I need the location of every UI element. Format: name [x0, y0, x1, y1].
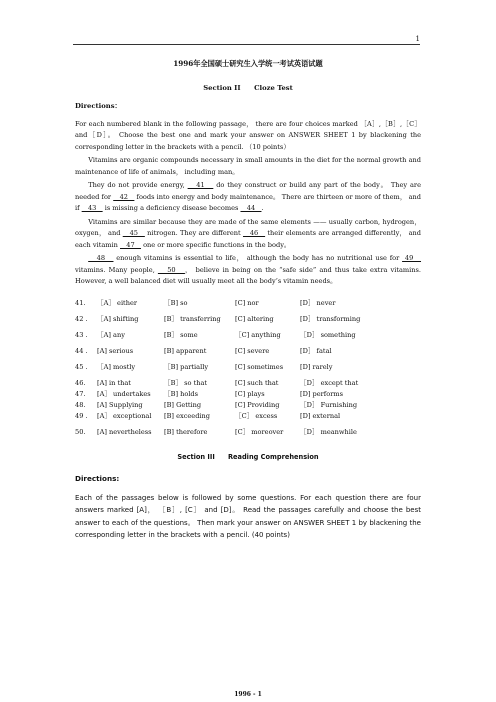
- option-d: [D] external: [300, 411, 341, 420]
- blank-47: 47: [120, 240, 141, 249]
- blank-43: 43: [81, 204, 103, 212]
- option-c: [C] plays: [235, 389, 265, 398]
- option-b: [B］ some: [164, 330, 198, 339]
- option-c: [C］ moreover: [235, 427, 284, 436]
- option-row: [75, 298, 421, 309]
- header-rule: [73, 44, 420, 45]
- document-body: [75, 58, 421, 549]
- blank-44: 44: [240, 204, 262, 212]
- text-span: nitrogen. They are different: [144, 229, 243, 237]
- option-b: ［B］ so that: [164, 378, 208, 387]
- option-row: [75, 400, 421, 411]
- option-a: [A] Supplying: [97, 400, 143, 409]
- option-a: [A] nevertheless: [97, 427, 152, 436]
- page-number: 1: [415, 35, 420, 43]
- option-b: [B] exceeding: [164, 411, 211, 420]
- option-d: [D］ never: [300, 298, 336, 307]
- text-span: is missing a deficiency disease becomes: [102, 204, 241, 212]
- text-span: foods into energy and body maintenance。 There are thirteen or more of them， and if: [75, 192, 421, 212]
- option-row: [75, 346, 421, 357]
- passage-paragraph-3: [75, 217, 421, 252]
- blank-41: 41: [187, 181, 214, 189]
- option-c: [C] Providing: [235, 400, 280, 409]
- option-row: [75, 362, 421, 373]
- blank-42: 42: [113, 192, 135, 201]
- question-number: 43 .: [75, 330, 88, 339]
- option-a: ［A] mostly: [97, 362, 136, 371]
- directions-text: For each numbered blank in the following passage， there are four choices marked ［A］,［B］,［C］and［D］。 Choose the best one and mark your answer on ANSWER SHEET 1 by blackening the corresponding letter in the brackets with a pencil. （10 points）: [75, 119, 421, 151]
- question-number: 45 .: [75, 362, 88, 371]
- text-span: Vitamins are similar because they are made of the same elements —— usually carbon, hydrogen， oxygen， and: [75, 217, 421, 237]
- option-c: [C] severe: [235, 346, 270, 355]
- document-title: 1996年全国硕士研究生入学统一考试英语试题: [173, 59, 323, 68]
- option-d: [D］ fatal: [300, 346, 332, 355]
- option-c: [C] nor: [235, 298, 259, 307]
- option-row: [75, 411, 421, 422]
- passage-paragraph-4: [75, 253, 421, 288]
- option-b: [B] Getting: [164, 400, 202, 409]
- question-number: 49 .: [75, 411, 88, 420]
- option-a: ［A] shifting: [97, 314, 139, 323]
- option-d: ［D］ meanwhile: [300, 427, 357, 436]
- option-row: [75, 389, 421, 400]
- option-d: ［D］ something: [300, 330, 356, 339]
- directions-heading: Directions：: [75, 102, 122, 110]
- option-row: [75, 314, 421, 325]
- option-d: ［D］ except that: [300, 378, 359, 387]
- option-a: [A] serious: [97, 346, 134, 355]
- option-c: [C] sometimes: [235, 362, 284, 371]
- text-span: do they construct or build any part of the body。 They are needed for: [75, 181, 421, 201]
- passage-paragraph-2: [75, 180, 421, 215]
- question-number: 41.: [75, 298, 86, 307]
- answer-options: [75, 298, 421, 438]
- blank-50: 50: [157, 265, 185, 274]
- option-a: [A］ undertakes: [97, 389, 151, 398]
- question-number: 44 .: [75, 346, 88, 355]
- option-d: [D] rarely: [300, 362, 333, 371]
- directions-heading-2: Directions:: [75, 474, 120, 483]
- question-number: 50.: [75, 427, 86, 436]
- option-a: ［A] any: [97, 330, 125, 339]
- blank-46: 46: [242, 229, 266, 237]
- option-b: ［B] so: [164, 298, 188, 307]
- option-b: [B］ transferring: [164, 314, 221, 323]
- option-a: ［A］ either: [97, 298, 138, 307]
- option-c: ［C］ excess: [235, 411, 278, 420]
- question-number: 42 .: [75, 314, 88, 323]
- option-a: [A］ exceptional: [97, 411, 152, 420]
- question-number: 48.: [75, 400, 86, 409]
- option-row: [75, 427, 421, 438]
- option-c: [C] altering: [235, 314, 274, 323]
- option-c: [C] such that: [235, 378, 279, 387]
- option-row: [75, 378, 421, 389]
- text-span: one or more specific functions in the body。: [140, 240, 291, 249]
- blank-45: 45: [122, 229, 145, 237]
- option-b: ［B] holds: [164, 389, 199, 398]
- option-d: [D］ transforming: [300, 314, 361, 323]
- option-d: [D] performs: [300, 389, 344, 398]
- option-b: [B] therefore: [164, 427, 208, 436]
- text-span: their elements are arranged differently， and each vitamin: [75, 229, 422, 249]
- option-b: ［B] partially: [164, 362, 209, 371]
- text-span: ， believe in being on the “safe side” and thus take extra vitamins. However, a well balanced diet will usually meet all the body’s vitamin needs。: [75, 265, 422, 285]
- option-row: [75, 330, 421, 341]
- directions-text-2: Each of the passages below is followed by some questions. For each question there are four answers marked [A]， ［B］, [C］ and [D]。 Read the passages carefully and choose the best answer to each of the questions。 Then mark your answer on ANSWER SHEET 1 by blackening the corresponding letter in the brackets with a pencil. (40 points): [75, 493, 421, 539]
- question-number: 47.: [75, 389, 86, 398]
- option-b: [B] apparent: [164, 346, 207, 355]
- section-ii-heading: Section II Cloze Test: [203, 83, 293, 92]
- passage-paragraph-1: Vitamins are organic compounds necessary in small amounts in the diet for the normal growth and maintenance of life of animals， including man。: [75, 156, 421, 176]
- blank-49: 49: [402, 254, 422, 262]
- section-iii-heading: Section III Reading Comprehension: [177, 452, 319, 461]
- text-span: vitamins. Many people,: [75, 265, 158, 274]
- blank-48: 48: [88, 254, 114, 262]
- option-a: [A] in that: [97, 378, 131, 387]
- option-c: ［C] anything: [235, 330, 281, 339]
- text-span: .: [261, 204, 264, 212]
- text-span: enough vitamins is essential to life， although the body has no nutritional use for: [113, 254, 403, 262]
- text-span: They do not provide energy,: [88, 181, 188, 189]
- option-d: ［D］ Furnishing: [300, 400, 358, 409]
- question-number: 46.: [75, 378, 86, 387]
- page-footer: 1996 - 1: [234, 691, 262, 698]
